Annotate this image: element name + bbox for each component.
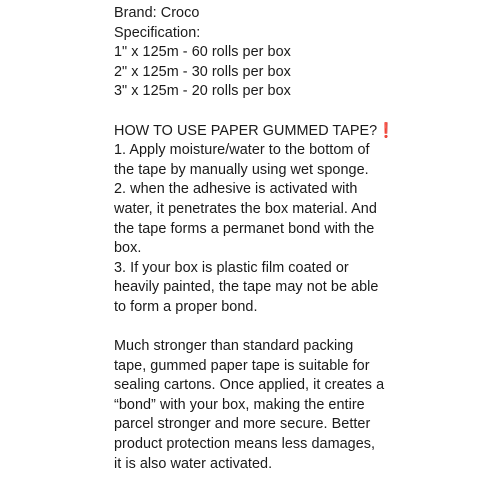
step-3-line: heavily painted, the tape may not be able [114,279,379,296]
spec-line: 2" x 125m - 30 rolls per box [114,63,291,80]
summary-line: “bond” with your box, making the entire [114,396,365,413]
step-3-line: to form a proper bond. [114,298,258,315]
spec-line: 1" x 125m - 60 rolls per box [114,44,291,61]
step-2-line: 2. when the adhesive is activated with [114,181,358,198]
spec-heading: Specification: [114,24,201,41]
paragraph-gap [114,102,484,122]
summary-line: parcel stronger and more secure. Better [114,416,371,433]
summary-line: it is also water activated. [114,455,273,472]
exclamation-icon: ❗ [377,122,396,139]
step-2-line: the tape forms a permanet bond with the [114,220,375,237]
description-text [114,4,484,474]
step-3-line: 3. If your box is plastic film coated or [114,259,349,276]
step-1-line: 1. Apply moisture/water to the bottom of [114,142,370,159]
summary-line: product protection means less damages, [114,436,376,453]
howto-heading-text: HOW TO USE PAPER GUMMED TAPE? [114,122,378,139]
summary-line: Much stronger than standard packing [114,338,354,355]
paragraph-gap [114,318,484,338]
step-2-line: water, it penetrates the box material. And [114,200,377,217]
step-2-line: box. [114,240,142,257]
brand-line: Brand: Croco [114,5,200,21]
summary-line: tape, gummed paper tape is suitable for [114,357,370,374]
summary-line: sealing cartons. Once applied, it creates a [114,377,385,394]
step-1-line: the tape by manually using wet sponge. [114,161,369,178]
spec-line: 3" x 125m - 20 rolls per box [114,83,291,100]
howto-heading [114,122,484,142]
